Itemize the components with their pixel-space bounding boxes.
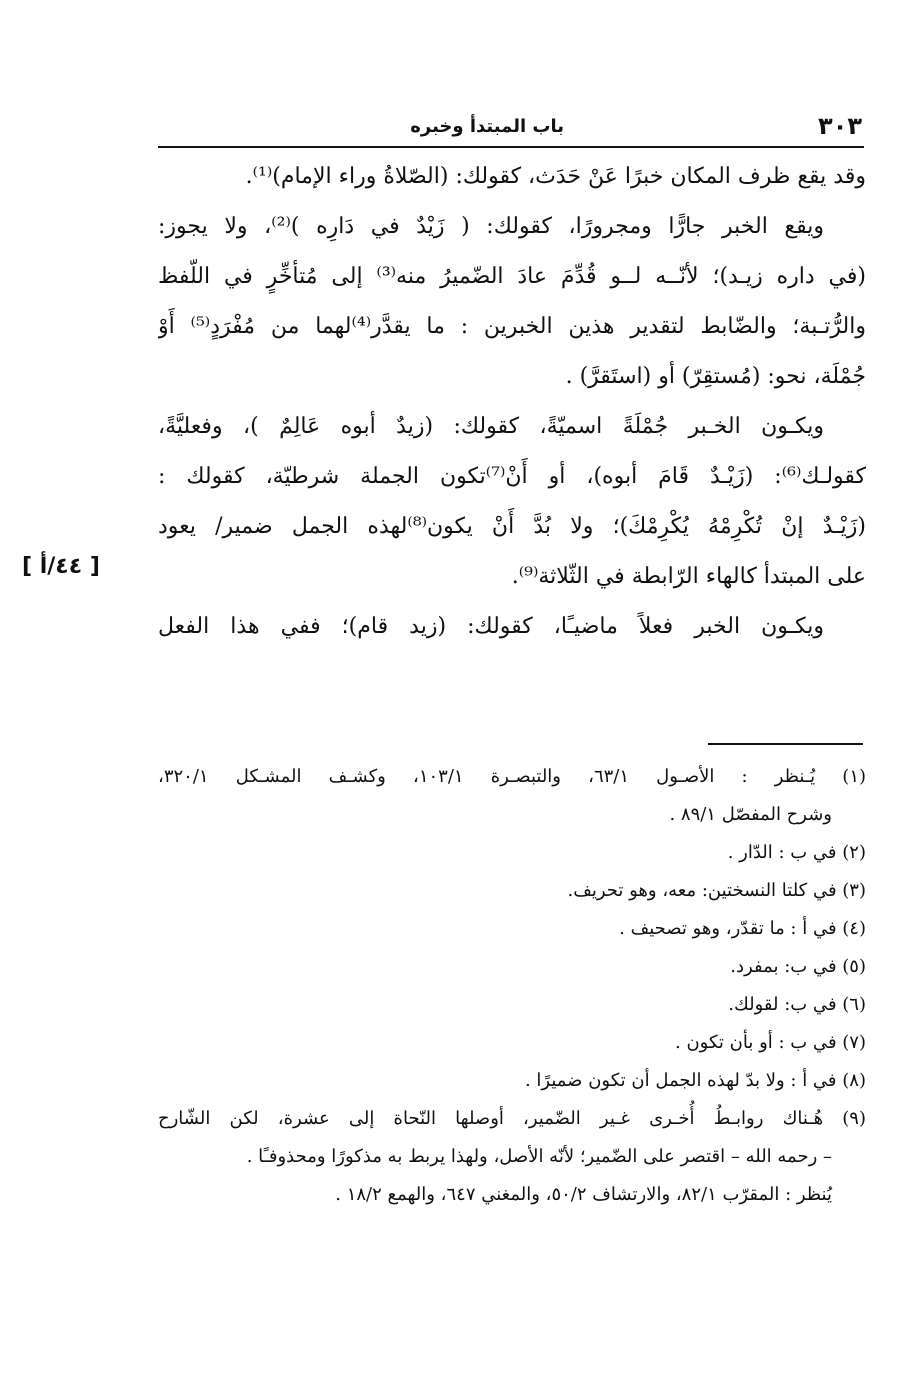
- footnote: (٢) في ب : الدّار .: [727, 842, 866, 863]
- text-line: وقد يقع ظرف المكان خبرًا عَنْ حَدَث، كقولك: (الصّلاةُ وراء الإمام)⁽¹⁾.: [245, 164, 866, 189]
- text-line: (زَيْـدٌ إنْ تُكْرِمْهُ يُكْرِمْكَ)؛ ولا بُدَّ أَنْ يكون⁽⁸⁾لهذه الجمل ضمير/ يعود: [158, 514, 866, 539]
- text-line: ويقع الخبر جارًّا ومجرورًا، كقولك: ( زَيْدٌ في دَارِه )⁽²⁾، ولا يجوز:: [158, 214, 825, 239]
- footnote: (٧) في ب : أو بأن تكون .: [675, 1032, 866, 1053]
- footnote: (١) يُـنظر : الأصـول ٦٣/١، والتبصـرة ١٠٣/١، وكشـف المشـكل ٣٢٠/١،: [158, 766, 866, 787]
- footnote-continuation: يُنظر : المقرّب ٨٢/١، والارتشاف ٥٠/٢، والمغني ٦٤٧، والهمع ١٨/٢ .: [335, 1184, 832, 1205]
- page-number: ٣٠٣: [818, 112, 862, 140]
- footnote: (٣) في كلتا النسختين: معه، وهو تحريف.: [567, 880, 866, 901]
- footnote: (٨) في أ : ولا بدّ لهذه الجمل أن تكون ضميرًا .: [524, 1070, 866, 1091]
- text-line: على المبتدأ كالهاء الرّابطة في الثّلاثة⁽⁹⁾.: [511, 564, 866, 589]
- text-line: جُمْلَة، نحو: (مُستقِرّ) أو (استَقرَّ) .: [565, 364, 866, 389]
- page-header: [158, 112, 864, 148]
- footnote: (٩) هُـناك روابـطُ أُخـرى غـير الضّمير، أوصلها النّحاة إلى عشرة، لكن الشّارح: [158, 1108, 866, 1129]
- text-line: ويكـون الخـبر جُمْلَةً اسميّةً، كقولك: (زيدٌ أبوه عَالِمٌ )، وفعليَّةً،: [158, 414, 824, 439]
- text-line: ويكـون الخبر فعلاً ماضيـًا، كقولك: (زيد قام)؛ ففي هذا الفعل: [158, 614, 824, 639]
- footnote: (٦) في ب: لقولك.: [728, 994, 866, 1015]
- footnote-continuation: وشرح المفصّل ٨٩/١ .: [669, 804, 832, 825]
- footnote: (٥) في ب: بمفرد.: [730, 956, 866, 977]
- text-line: والرُّتـبة؛ والضّابط لتقدير هذين الخبرين : ما يقدَّر⁽⁴⁾لهما من مُفْرَدٍ⁽⁵⁾ أَوْ: [158, 314, 866, 339]
- running-title: باب المبتدأ وخبره: [410, 116, 564, 137]
- footnote-continuation: – رحمه الله – اقتصر على الضّمير؛ لأنّه الأصل، ولهذا يربط به مذكورًا ومحذوفـًا .: [246, 1146, 832, 1167]
- text-line: كقولـك⁽⁶⁾: (زَيْـدٌ قَامَ أبوه)، أو أَنْ⁽⁷⁾تكون الجملة شرطيّة، كقولك :: [158, 464, 866, 489]
- footnote: (٤) في أ : ما تقدّر، وهو تصحيف .: [619, 918, 866, 939]
- text-line: (في داره زيـد)؛ لأنّــه لــو قُدِّمَ عادَ الضّميرُ منه⁽³⁾ إلى مُتأخِّرٍ في اللّفظ: [158, 264, 866, 289]
- footnotes: [158, 758, 866, 1214]
- footnote-separator: [708, 743, 863, 745]
- main-text: [158, 152, 866, 652]
- manuscript-folio-marker: [ ٤٤/أ ]: [22, 554, 100, 579]
